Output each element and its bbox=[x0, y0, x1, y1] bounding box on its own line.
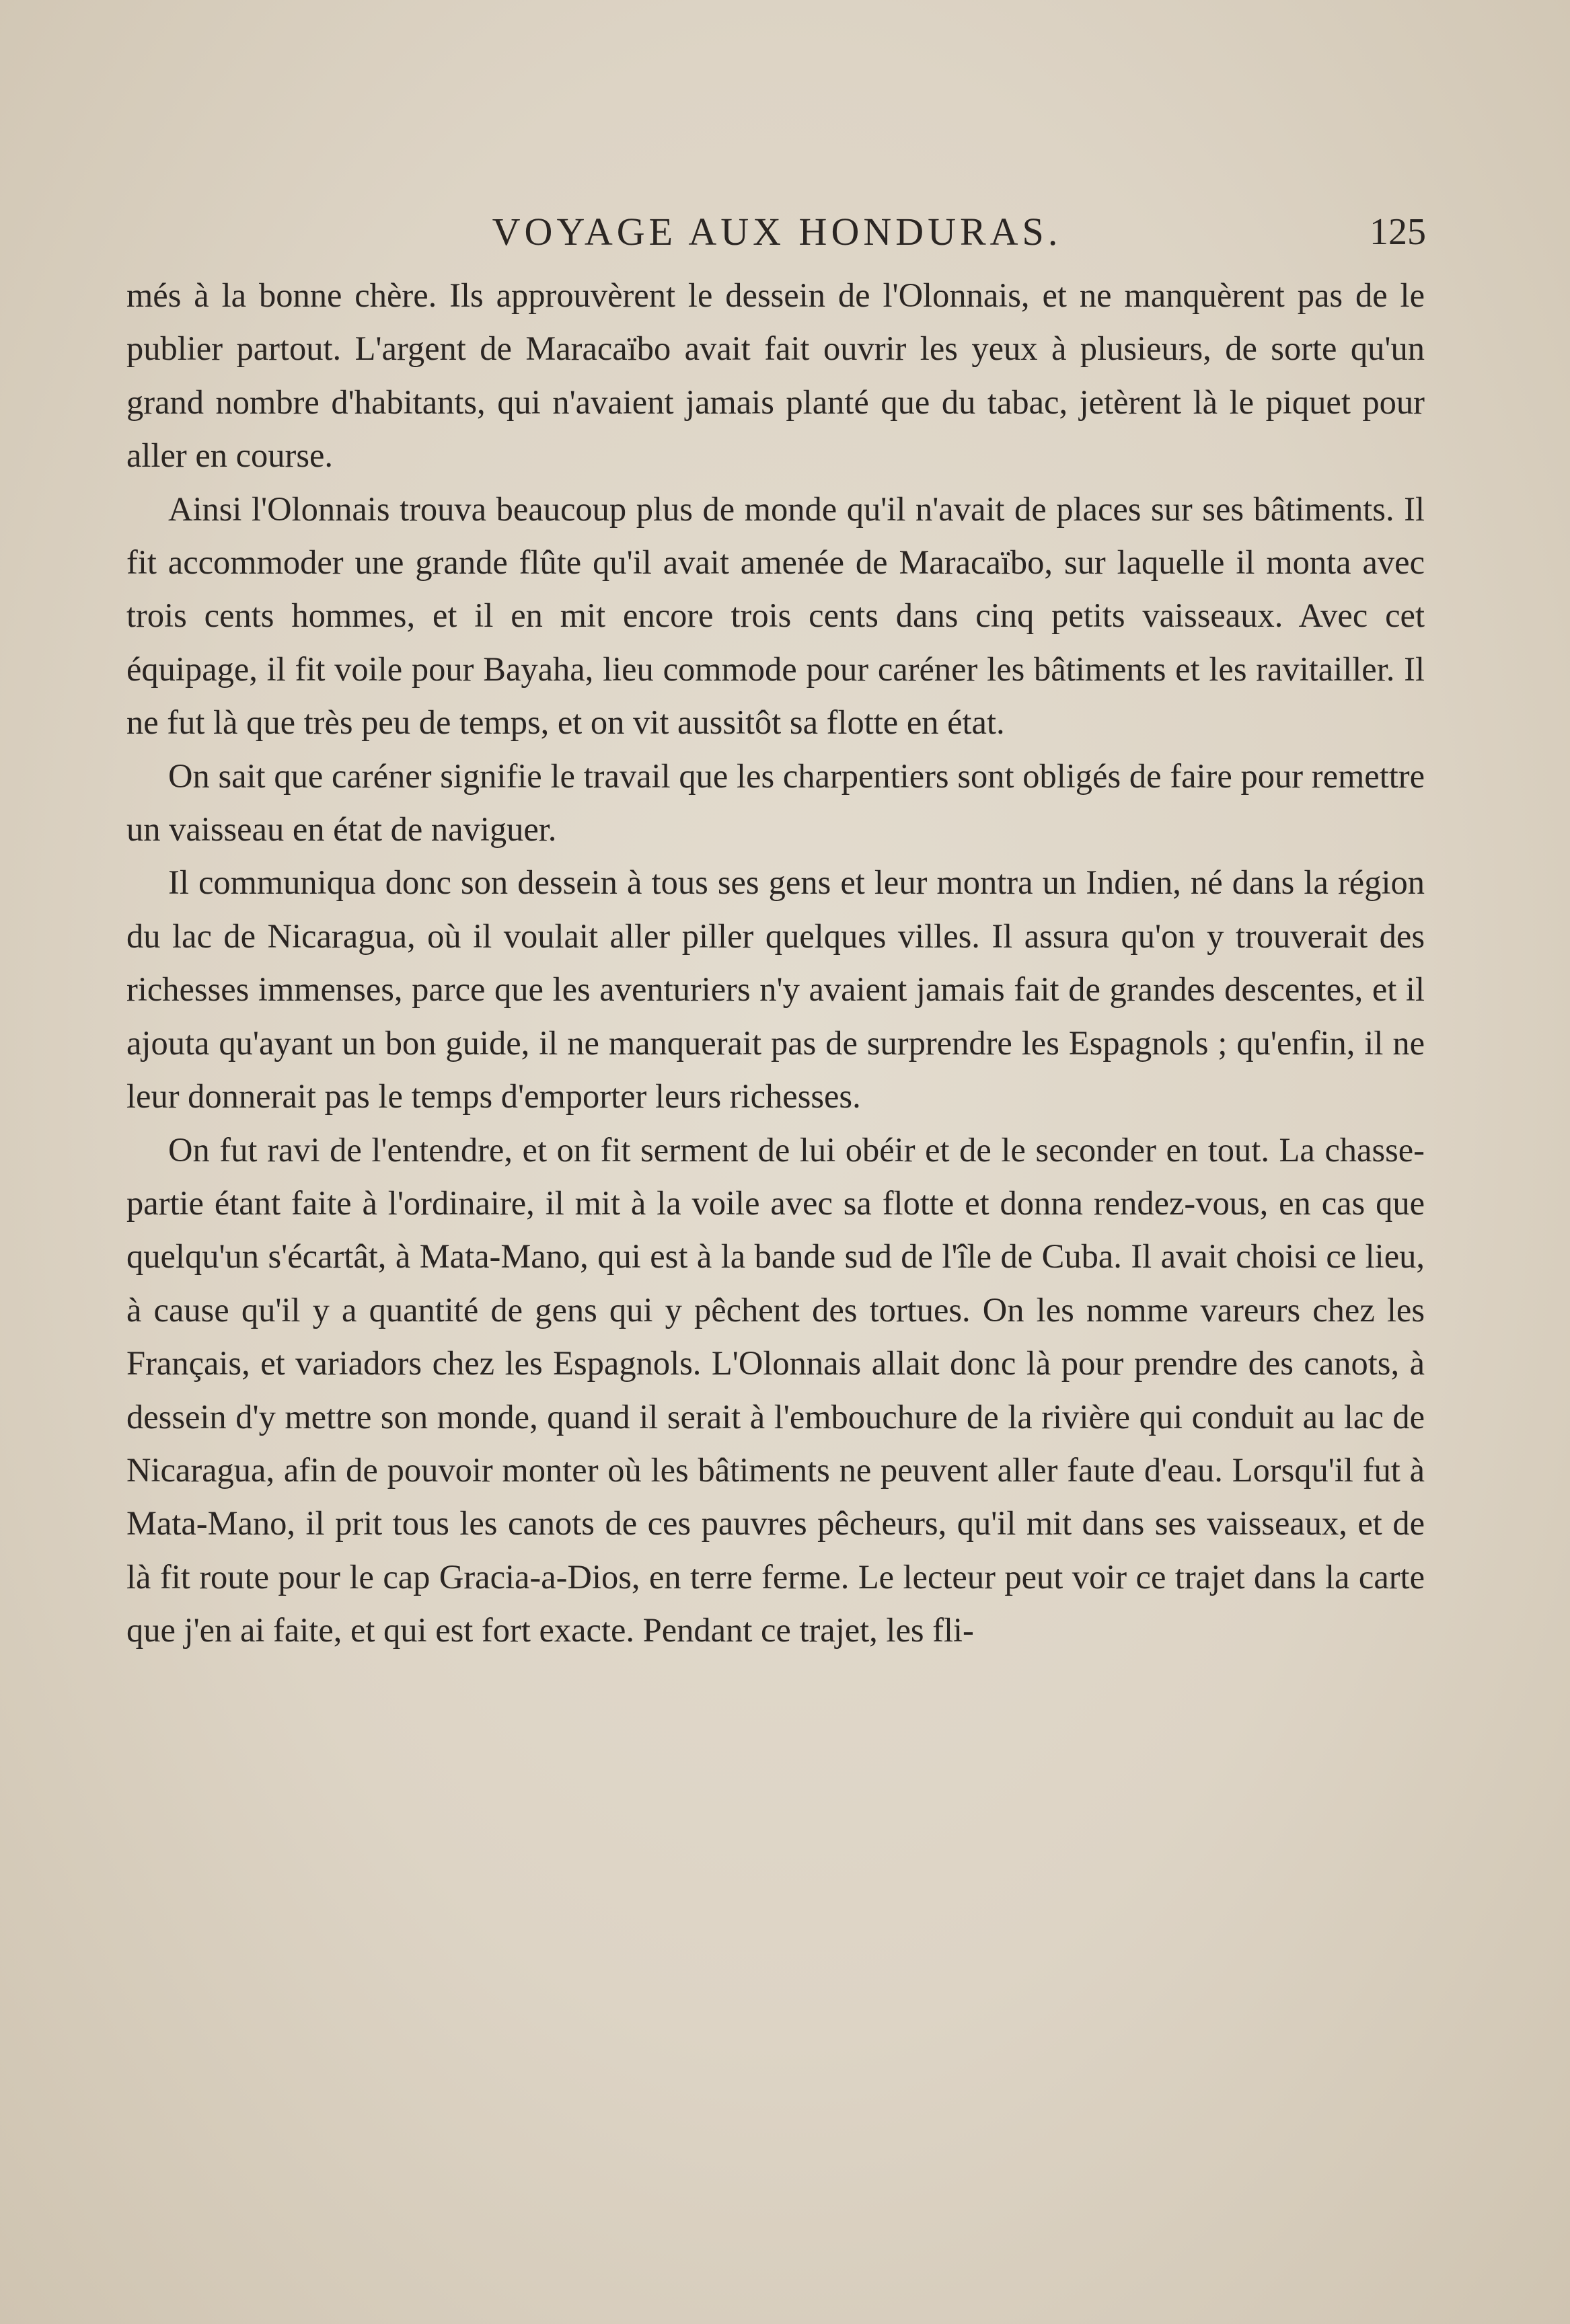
running-title: VOYAGE AUX HONDURAS. bbox=[492, 210, 1062, 254]
paragraph: Il communiqua donc son dessein à tous ses gens et leur montra un Indien, né dans la région du lac de Nicaragua, où il voulait aller piller quelques villes. Il assura qu'on y trouverait des richesses immenses, parce que les aventuriers n'y avaient jamais fait de grandes descentes, et il ajouta qu'ayant un bon guide, il ne manquerait pas de surprendre les Espagnols ; qu'enfin, il ne leur donnerait pas le temps d'emporter leurs richesses. bbox=[126, 863, 1425, 1116]
paragraph: Ainsi l'Olonnais trouva beaucoup plus de monde qu'il n'avait de places sur ses bâtiments. Il fit accommoder une grande flûte qu'il avait amenée de Maracaïbo, sur laquelle il monta avec trois cents hommes, et il en mit encore trois cents dans cinq petits vaisseaux. Avec cet équipage, il fit voile pour Bayaha, lieu commode pour caréner les bâtiments et les ravitailler. Il ne fut là que très peu de temps, et on vit aussitôt sa flotte en état. bbox=[126, 490, 1425, 742]
paragraph: On sait que caréner signifie le travail que les charpentiers sont obligés de faire pour remettre un vaisseau en état de naviguer. bbox=[126, 757, 1425, 849]
paragraph: On fut ravi de l'entendre, et on fit serment de lui obéir et de le seconder en tout. La chasse-partie étant faite à l'ordinaire, il mit à la voile avec sa flotte et donna rendez-vous, en cas que quelqu'un s'écartât, à Mata-Mano, qui est à la bande sud de l'île de Cuba. Il avait choisi ce lieu, à cause qu'il y a quantité de gens qui y pêchent des tortues. On les nomme vareurs chez les Français, et variadors chez les Espagnols. L'Olonnais allait donc là pour prendre des canots, à dessein d'y mettre son monde, quand il serait à l'embouchure de la rivière qui conduit au lac de Nicaragua, afin de pouvoir monter où les bâtiments ne peuvent aller faute d'eau. Lorsqu'il fut à Mata-Mano, il prit tous les canots de ces pauvres pêcheurs, qu'il mit dans ses vaisseaux, et de là fit route pour le cap Gracia-a-Dios, en terre ferme. Le lecteur peut voir ce trajet dans la carte que j'en ai faite, et qui est fort exacte. Pendant ce trajet, les fli- bbox=[126, 1130, 1425, 1650]
body-text bbox=[126, 269, 1425, 1658]
paragraph: més à la bonne chère. Ils approuvèrent le dessein de l'Olonnais, et ne manquèrent pas de le publier partout. L'argent de Maracaïbo avait fait ouvrir les yeux à plusieurs, de sorte qu'un grand nombre d'habitants, qui n'avaient jamais planté que du tabac, jetèrent là le piquet pour aller en course. bbox=[126, 276, 1425, 475]
page-number: 125 bbox=[1370, 211, 1426, 253]
page-header bbox=[128, 202, 1426, 262]
